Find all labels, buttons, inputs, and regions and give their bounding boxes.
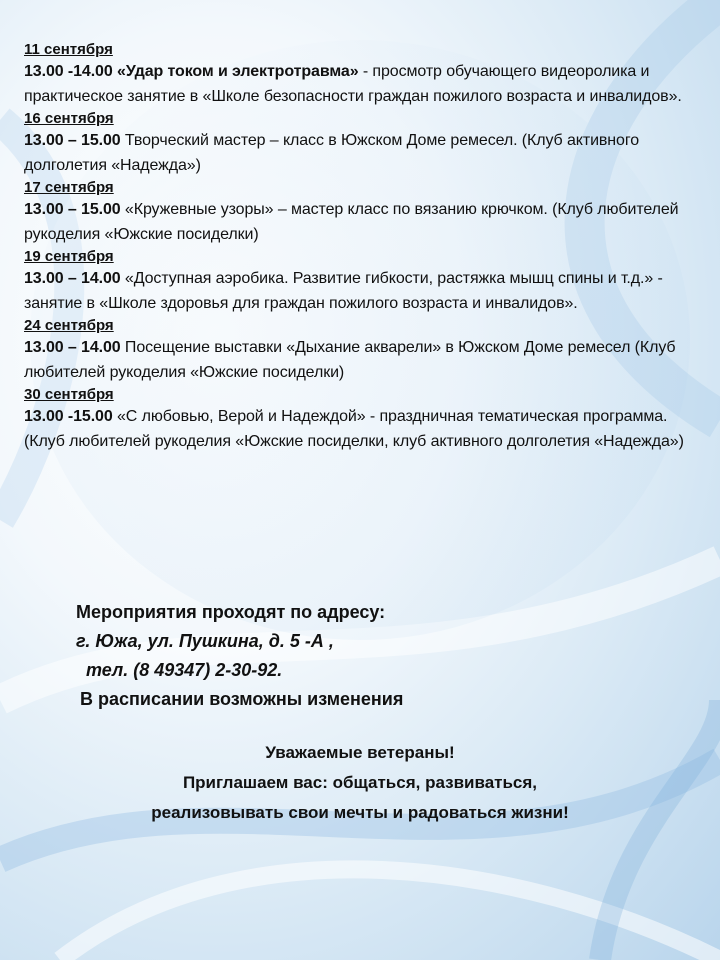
- event-time: 13.00 – 14.00: [24, 270, 121, 287]
- event-date: 17 сентября: [24, 179, 114, 196]
- schedule-note: В расписании возможны изменения: [80, 689, 404, 709]
- event-time: 13.00 – 14.00: [24, 339, 121, 356]
- event-title: «Удар током и электротравма»: [117, 63, 359, 80]
- address-block: [76, 598, 403, 714]
- event-date: 30 сентября: [24, 386, 114, 403]
- event-time: 13.00 – 15.00: [24, 201, 121, 218]
- event-date: 24 сентября: [24, 317, 114, 334]
- event-description: [24, 59, 696, 109]
- event-date: 16 сентября: [24, 110, 114, 127]
- event-block: [24, 178, 696, 247]
- event-date: 11 сентября: [24, 41, 113, 58]
- event-block: [24, 385, 696, 454]
- event-block: [24, 316, 696, 385]
- address-heading: Мероприятия проходят по адресу:: [76, 602, 386, 622]
- closing-line: Уважаемые ветераны!: [265, 743, 455, 762]
- event-time: 13.00 -14.00: [24, 63, 113, 80]
- event-text: «Доступная аэробика. Развитие гибкости, растяжка мышц спины и т.д.» - занятие в «Школе здоровья для граждан пожилого возраста и инвалидов».: [24, 270, 663, 312]
- event-description: [24, 335, 696, 385]
- event-time: 13.00 – 15.00: [24, 132, 121, 149]
- address-phone: тел. (8 49347) 2-30-92.: [86, 660, 283, 680]
- closing-message: [0, 738, 720, 828]
- event-text: Посещение выставки «Дыхание акварели» в Южском Доме ремесел (Клуб любителей рукоделия «Южские посиделки): [24, 339, 676, 381]
- event-block: [24, 247, 696, 316]
- event-block: [24, 109, 696, 178]
- address-street: г. Южа, ул. Пушкина, д. 5 -А ,: [76, 631, 334, 651]
- event-text: Творческий мастер – класс в Южском Доме ремесел. (Клуб активного долголетия «Надежда»): [24, 132, 640, 174]
- event-description: [24, 128, 696, 178]
- event-text: - просмотр обучающего видеоролика и практическое занятие в «Школе безопасности граждан пожилого возраста и инвалидов».: [24, 63, 682, 105]
- closing-line: реализовывать свои мечты и радоваться жизни!: [151, 803, 569, 822]
- closing-line: Приглашаем вас: общаться, развиваться,: [182, 773, 538, 792]
- event-description: [24, 404, 696, 454]
- schedule: [24, 40, 696, 454]
- event-time: 13.00 -15.00: [24, 408, 113, 425]
- event-date: 19 сентября: [24, 248, 114, 265]
- event-block: [24, 40, 696, 109]
- event-text: «Кружевные узоры» – мастер класс по вязанию крючком. (Клуб любителей рукоделия «Южские посиделки): [24, 201, 679, 243]
- event-text: «С любовью, Верой и Надеждой» - праздничная тематическая программа. (Клуб любителей рукоделия «Южские посиделки, клуб активного долголетия «Надежда»): [24, 408, 684, 450]
- event-description: [24, 197, 696, 247]
- event-description: [24, 266, 696, 316]
